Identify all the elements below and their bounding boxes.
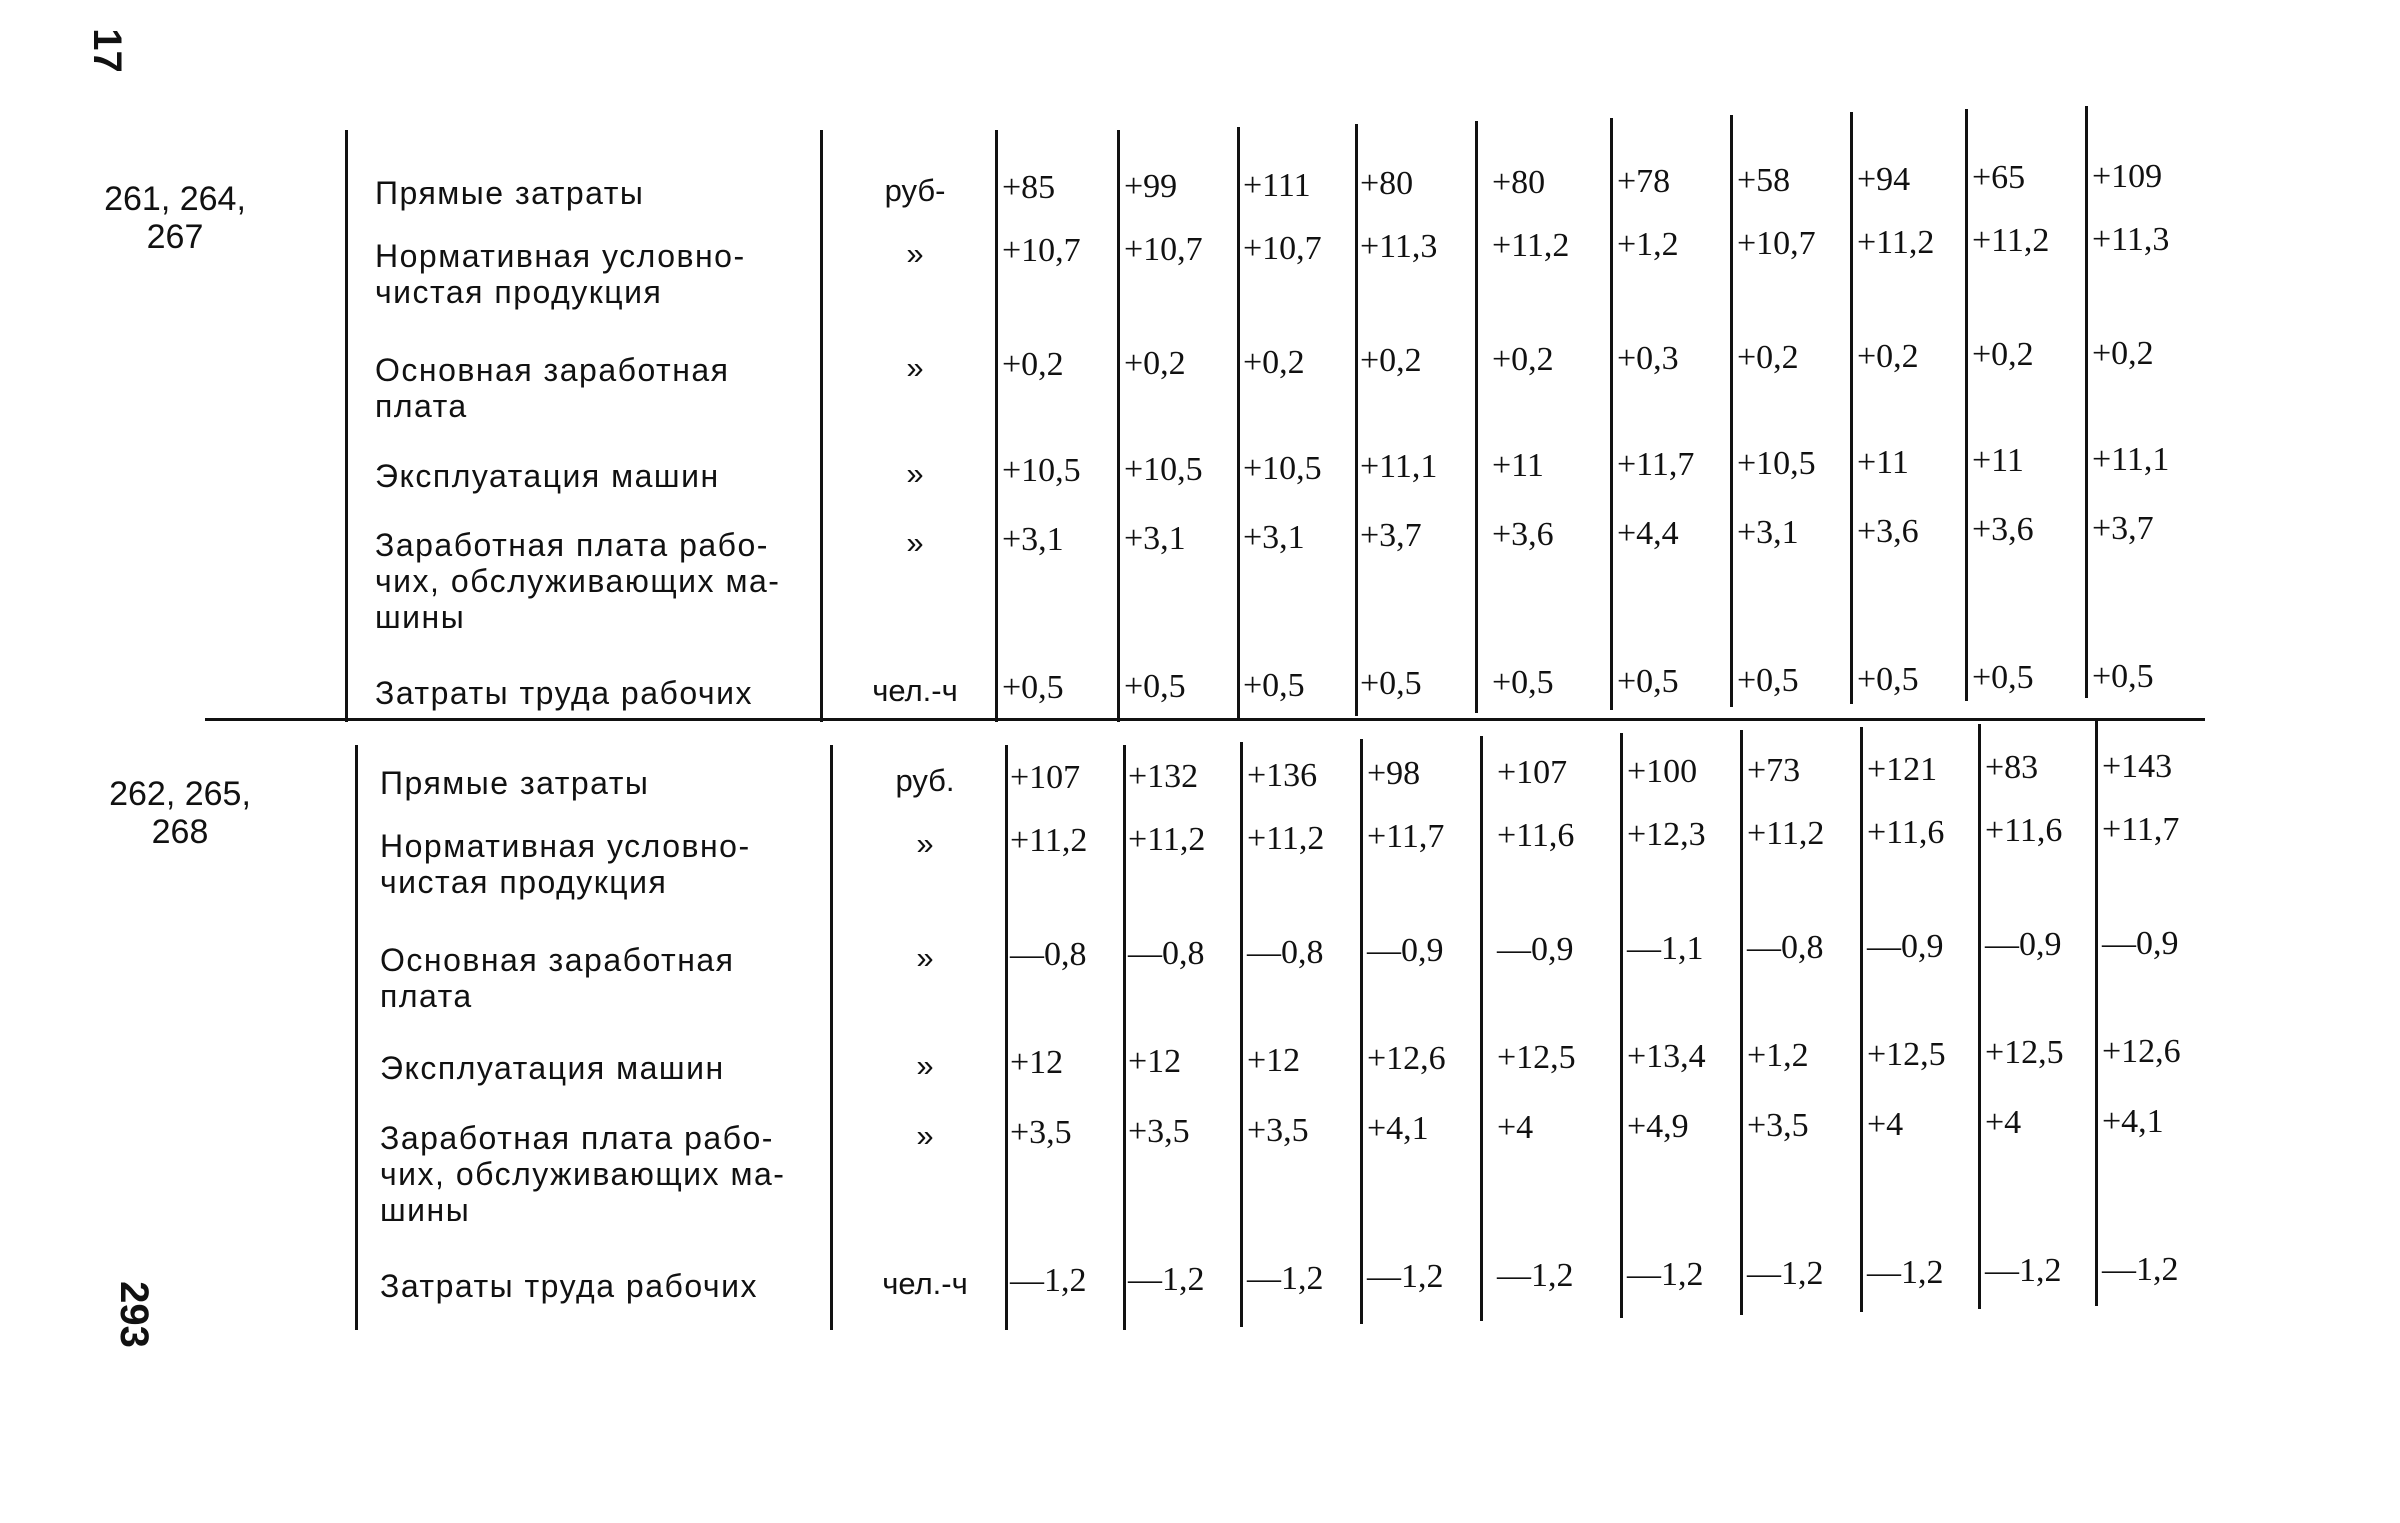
column-rule (1965, 109, 1968, 701)
value-cell: —1,2 (1747, 1254, 1824, 1292)
page-number-top: 17 (84, 28, 129, 73)
value-cell: —1,2 (1627, 1256, 1704, 1293)
page-number-side: 293 (111, 1281, 156, 1348)
column-rule (1123, 745, 1126, 1330)
value-cell: +0,2 (1492, 341, 1554, 379)
value-cell: +78 (1617, 163, 1671, 200)
column-rule (830, 745, 833, 1330)
value-cell: +107 (1497, 754, 1568, 792)
value-cell: —0,8 (1128, 934, 1205, 972)
value-cell: +0,5 (1002, 669, 1064, 706)
value-cell: +109 (2092, 158, 2163, 196)
value-cell: +73 (1747, 751, 1801, 789)
value-cell: +4 (1867, 1105, 1904, 1143)
row-unit: » (906, 236, 924, 271)
value-cell: +12 (1128, 1042, 1182, 1080)
column-rule (1237, 127, 1240, 719)
value-cell: +1,2 (1747, 1036, 1809, 1074)
value-cell: +94 (1857, 160, 1911, 198)
value-cell: +11,7 (1617, 446, 1695, 483)
value-cell: +3,6 (1972, 511, 2034, 549)
value-cell: +12 (1010, 1044, 1064, 1081)
row-label-line: шины (375, 599, 466, 635)
value-cell: +12,3 (1627, 816, 1706, 853)
value-cell: +99 (1124, 167, 1178, 205)
value-cell: +0,5 (1617, 663, 1679, 700)
value-cell: +0,2 (1243, 343, 1305, 381)
value-cell: +3,7 (1360, 517, 1422, 555)
row-label-line: чистая продукция (375, 274, 663, 310)
row-label-line: Эксплуатация машин (380, 1050, 725, 1086)
value-cell: +11,2 (1857, 223, 1935, 261)
value-cell: +3,5 (1247, 1111, 1309, 1149)
column-rule (2095, 721, 2098, 1306)
value-cell: +3,1 (1124, 519, 1186, 557)
row-label-line: плата (380, 978, 473, 1014)
row-unit: » (916, 826, 934, 861)
group-code (95, 775, 265, 851)
value-cell: +0,5 (1492, 664, 1554, 702)
row-label-line: шины (380, 1192, 471, 1228)
value-cell: +11,6 (1497, 817, 1575, 855)
value-cell: +13,4 (1627, 1038, 1706, 1075)
value-cell: —1,2 (1497, 1257, 1574, 1295)
value-cell: +143 (2102, 748, 2173, 786)
value-cell: +12,6 (1367, 1040, 1446, 1078)
column-rule (1620, 733, 1623, 1318)
value-cell: —1,2 (1867, 1253, 1944, 1291)
value-cell: +0,5 (1737, 661, 1799, 699)
value-cell: +12,6 (2102, 1033, 2181, 1071)
column-rule (355, 745, 358, 1330)
value-cell: +4,1 (1367, 1110, 1429, 1148)
value-cell: +10,5 (1737, 444, 1816, 482)
value-cell: +0,5 (1972, 659, 2034, 697)
row-label-line: чистая продукция (380, 864, 668, 900)
value-cell: +10,5 (1124, 450, 1203, 488)
row-label (375, 352, 825, 424)
value-cell: +0,5 (2092, 658, 2154, 696)
value-cell: +3,1 (1243, 518, 1305, 556)
value-cell: —1,2 (1010, 1262, 1087, 1299)
value-cell: +10,5 (1243, 449, 1322, 487)
value-cell: +4,9 (1627, 1108, 1689, 1145)
value-cell: +1,2 (1617, 226, 1679, 263)
value-cell: +3,6 (1492, 516, 1554, 554)
row-label (375, 175, 825, 211)
column-rule (995, 130, 998, 722)
value-cell: +0,5 (1124, 667, 1186, 705)
value-cell: +12,5 (1867, 1035, 1946, 1073)
value-cell: +11,6 (1985, 812, 2063, 850)
value-cell: +0,2 (1857, 337, 1919, 375)
value-cell: —1,2 (2102, 1251, 2179, 1289)
row-label-line: чих, обслуживающих ма- (380, 1156, 786, 1192)
row-unit: » (916, 1048, 934, 1083)
value-cell: +11 (1857, 443, 1909, 481)
value-cell: —1,2 (1128, 1260, 1205, 1298)
value-cell: +10,7 (1002, 232, 1081, 269)
value-cell: +4 (1985, 1104, 2022, 1142)
column-rule (1240, 742, 1243, 1327)
value-cell: +0,5 (1243, 666, 1305, 704)
value-cell: +136 (1247, 756, 1318, 794)
value-cell: +80 (1360, 165, 1414, 203)
value-cell: +3,5 (1747, 1106, 1809, 1144)
row-unit: » (916, 940, 934, 975)
value-cell: +0,2 (1360, 342, 1422, 380)
row-label-line: Заработная плата рабо- (380, 1120, 774, 1156)
value-cell: +80 (1492, 164, 1546, 202)
column-rule (1740, 730, 1743, 1315)
value-cell: +11,1 (1360, 448, 1438, 486)
value-cell: +0,2 (1124, 344, 1186, 382)
value-cell: +11,2 (1972, 222, 2050, 260)
value-cell: +3,1 (1737, 513, 1799, 551)
value-cell: +0,2 (2092, 335, 2154, 373)
value-cell: —0,9 (2102, 925, 2179, 963)
row-label (375, 675, 825, 711)
row-label-line: плата (375, 388, 468, 424)
value-cell: +83 (1985, 749, 2039, 787)
value-cell: +11,7 (2102, 811, 2180, 849)
value-cell: —0,8 (1247, 933, 1324, 971)
value-cell: —1,2 (1247, 1259, 1324, 1297)
column-rule (1860, 727, 1863, 1312)
value-cell: +58 (1737, 161, 1791, 199)
row-unit: » (906, 525, 924, 560)
value-cell: —1,1 (1627, 930, 1704, 967)
group-code-line: 262, 265, (109, 775, 251, 813)
value-cell: +11,2 (1010, 822, 1088, 859)
value-cell: +65 (1972, 159, 2026, 197)
value-cell: +11,2 (1747, 814, 1825, 852)
row-label (375, 527, 825, 635)
column-rule (1850, 112, 1853, 704)
value-cell: +11 (1972, 442, 2024, 480)
value-cell: +0,3 (1617, 340, 1679, 377)
row-label (375, 458, 825, 494)
value-cell: +3,7 (2092, 510, 2154, 548)
row-unit: чел.-ч (872, 673, 958, 708)
row-label (380, 828, 830, 900)
value-cell: +12,5 (1497, 1039, 1576, 1077)
row-label (380, 1120, 830, 1228)
value-cell: +10,7 (1124, 230, 1203, 268)
value-cell: —1,2 (1367, 1258, 1444, 1296)
column-rule (1475, 121, 1478, 713)
value-cell: +11,3 (2092, 221, 2170, 259)
row-label-line: Нормативная условно- (375, 238, 746, 274)
value-cell: +0,2 (1002, 346, 1064, 383)
column-rule (2085, 106, 2088, 698)
value-cell: +0,2 (1972, 336, 2034, 374)
group-code-line: 261, 264, (104, 180, 246, 218)
row-label-line: Прямые затраты (375, 175, 645, 211)
value-cell: +4,4 (1617, 515, 1679, 552)
value-cell: +0,5 (1360, 665, 1422, 703)
value-cell: —1,2 (1985, 1252, 2062, 1290)
block-separator (205, 718, 2205, 721)
value-cell: —0,9 (1867, 927, 1944, 965)
row-label-line: Основная заработная (380, 942, 735, 978)
value-cell: +11 (1492, 447, 1544, 485)
row-unit: чел.-ч (882, 1266, 968, 1301)
value-cell: +107 (1010, 759, 1081, 796)
group-code (90, 180, 260, 256)
value-cell: —0,9 (1367, 932, 1444, 970)
value-cell: +3,5 (1010, 1114, 1072, 1151)
value-cell: +0,2 (1737, 338, 1799, 376)
value-cell: +11,1 (2092, 441, 2170, 479)
column-rule (345, 130, 348, 722)
value-cell: +10,7 (1243, 229, 1322, 267)
value-cell: +3,5 (1128, 1112, 1190, 1150)
column-rule (1730, 115, 1733, 707)
column-rule (1360, 739, 1363, 1324)
group-code-line: 268 (151, 813, 209, 851)
value-cell: +11,2 (1492, 227, 1570, 265)
value-cell: +85 (1002, 169, 1056, 206)
row-label-line: Основная заработная (375, 352, 730, 388)
row-label-line: Эксплуатация машин (375, 458, 720, 494)
row-label-line: Затраты труда рабочих (380, 1268, 758, 1304)
column-rule (1610, 118, 1613, 710)
value-cell: +10,7 (1737, 224, 1816, 262)
value-cell: +11,2 (1247, 819, 1325, 857)
group-code-line: 267 (146, 218, 204, 256)
value-cell: +11,2 (1128, 820, 1206, 858)
value-cell: +11,3 (1360, 228, 1438, 266)
value-cell: +111 (1243, 166, 1311, 204)
value-cell: +11,6 (1867, 813, 1945, 851)
value-cell: +11,7 (1367, 818, 1445, 856)
value-cell: +100 (1627, 753, 1698, 790)
value-cell: +0,5 (1857, 660, 1919, 698)
column-rule (1355, 124, 1358, 716)
row-label (380, 1050, 830, 1086)
column-rule (1978, 724, 1981, 1309)
value-cell: —0,9 (1985, 926, 2062, 964)
row-unit: » (916, 1118, 934, 1153)
value-cell: +98 (1367, 755, 1421, 793)
row-unit: руб. (895, 763, 955, 798)
value-cell: +4 (1497, 1109, 1534, 1147)
column-rule (1480, 736, 1483, 1321)
value-cell: +12,5 (1985, 1034, 2064, 1072)
row-unit: » (906, 350, 924, 385)
value-cell: +132 (1128, 757, 1199, 795)
row-label (375, 238, 825, 310)
value-cell: +10,5 (1002, 452, 1081, 489)
column-rule (1117, 130, 1120, 722)
row-unit: » (906, 456, 924, 491)
row-label-line: Нормативная условно- (380, 828, 751, 864)
row-label-line: Прямые затраты (380, 765, 650, 801)
row-label-line: чих, обслуживающих ма- (375, 563, 781, 599)
row-label-line: Затраты труда рабочих (375, 675, 753, 711)
value-cell: +121 (1867, 750, 1938, 788)
value-cell: +4,1 (2102, 1103, 2164, 1141)
value-cell: —0,8 (1747, 928, 1824, 966)
row-unit: руб- (884, 173, 946, 208)
row-label (380, 1268, 830, 1304)
row-label (380, 942, 830, 1014)
row-label-line: Заработная плата рабо- (375, 527, 769, 563)
row-label (380, 765, 830, 801)
value-cell: +12 (1247, 1041, 1301, 1079)
value-cell: —0,8 (1010, 936, 1087, 973)
value-cell: +3,1 (1002, 521, 1064, 558)
value-cell: +3,6 (1857, 512, 1919, 550)
column-rule (1005, 745, 1008, 1330)
value-cell: —0,9 (1497, 931, 1574, 969)
